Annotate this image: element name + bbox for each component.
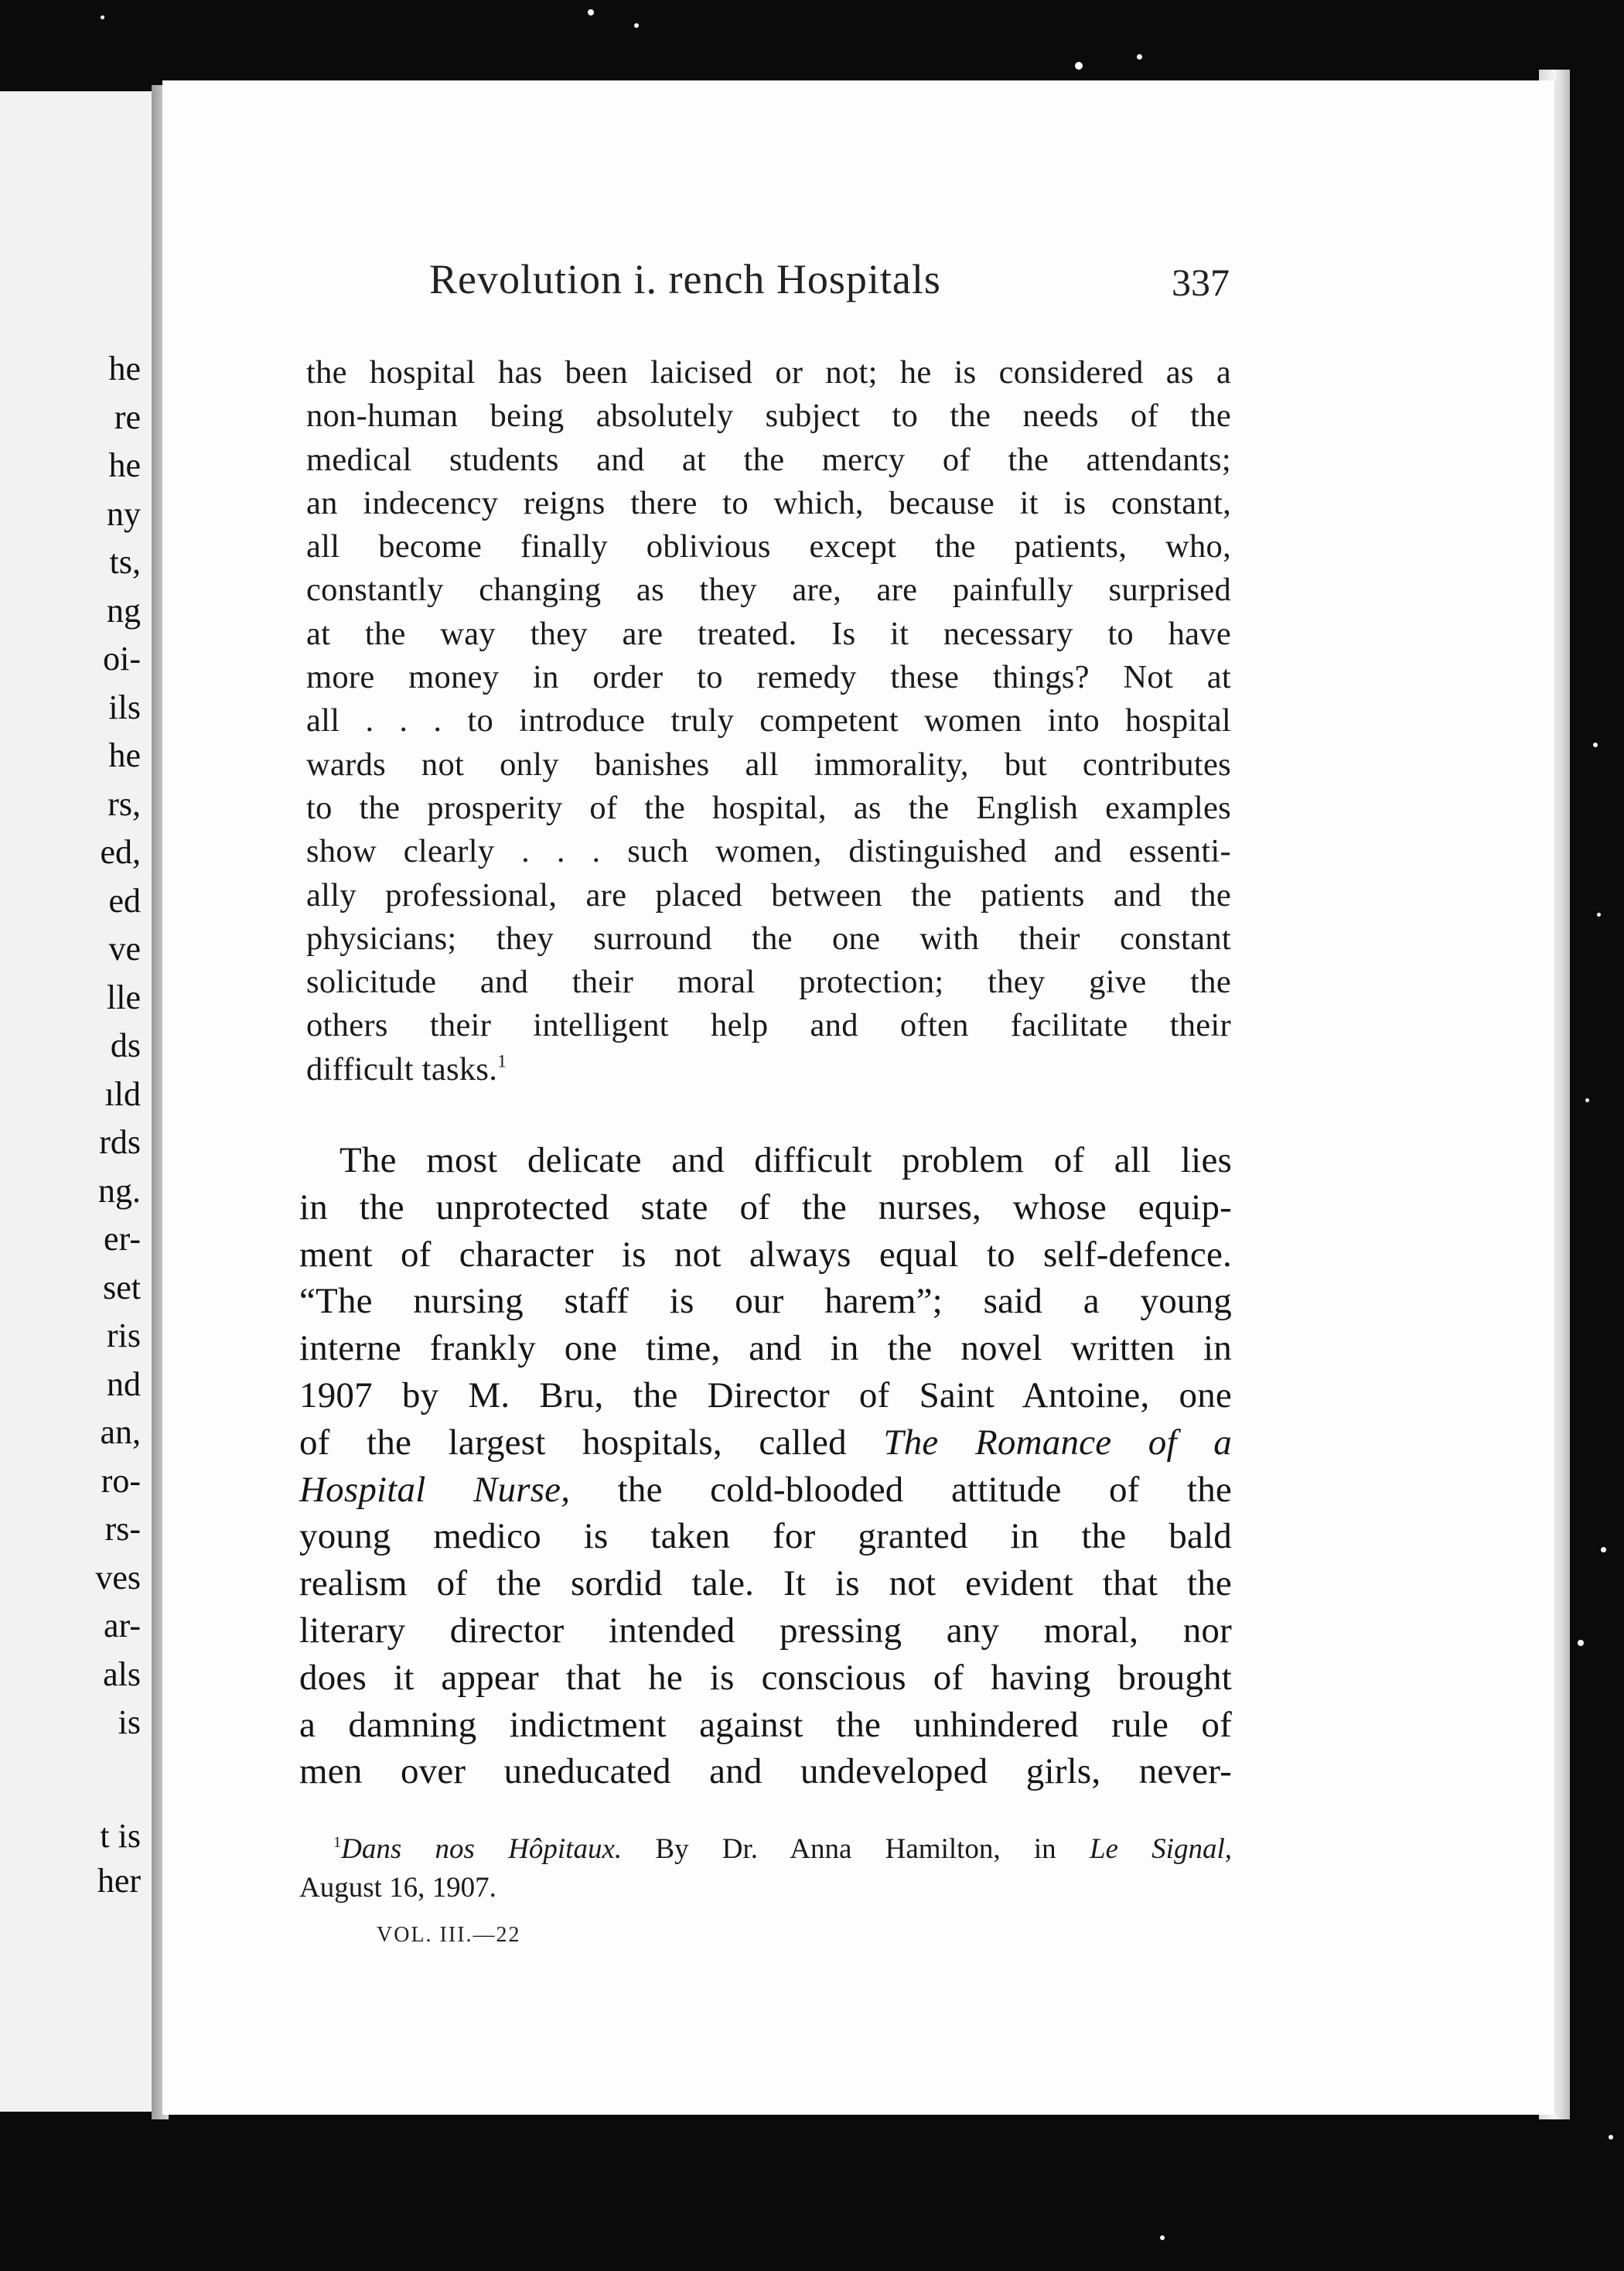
previous-page-line-end: ed	[108, 881, 141, 920]
text-line: constantly changing as they are, are painfully surprised	[306, 572, 1231, 609]
text-line: a damning indictment against the unhindered rule of	[299, 1704, 1232, 1745]
text-line: the hospital has been laicised or not; he is considered as a	[306, 354, 1231, 391]
page-number: 337	[1172, 261, 1230, 304]
italic-title: Hospital Nurse,	[299, 1469, 571, 1510]
text-line: solicitude and their moral protection; they give the	[306, 964, 1231, 1001]
previous-page-line-end: ed,	[100, 833, 141, 871]
text-line: men over uneducated and undeveloped girls, never-	[299, 1751, 1232, 1792]
previous-page-line-end: ts,	[109, 543, 141, 581]
footnote	[299, 1830, 1232, 1907]
previous-page-line-end: als	[103, 1655, 141, 1693]
footnote-journal: Le Signal,	[1089, 1833, 1232, 1865]
scan-speck	[634, 23, 639, 28]
text-line: all . . . to introduce truly competent women into hospital	[306, 702, 1231, 739]
text-line: in the unprotected state of the nurses, whose equip-	[299, 1187, 1232, 1228]
text-line: non-human being absolutely subject to the needs of the	[306, 398, 1231, 435]
scan-speck	[101, 15, 104, 19]
scan-speck	[1160, 2235, 1165, 2240]
text-line: medical students and at the mercy of the attendants;	[306, 441, 1231, 478]
scan-speck	[1578, 1640, 1584, 1646]
scan-speck	[588, 9, 594, 15]
previous-page-line-end: ıld	[104, 1074, 141, 1113]
scan-speck	[1601, 1547, 1606, 1552]
text-run: the cold-blooded attitude of the	[570, 1469, 1232, 1510]
running-title: Revolution i. rench Hospitals	[429, 256, 941, 302]
text-line: ment of character is not always equal to self-defence.	[299, 1234, 1232, 1275]
previous-page-line-end: ve	[108, 930, 141, 968]
text-run: of the largest hospitals, called	[299, 1422, 884, 1463]
quoted-paragraph	[306, 351, 1231, 1091]
text-line	[299, 1467, 1232, 1514]
italic-title: The Romance of a	[883, 1422, 1232, 1463]
footnote-source: Dans nos Hôpitaux.	[341, 1833, 623, 1865]
scan-speck	[1593, 743, 1598, 747]
text-line: literary director intended pressing any moral, nor	[299, 1610, 1232, 1651]
text-line: 1907 by M. Bru, the Director of Saint Antoine, one	[299, 1375, 1232, 1416]
previous-page-line-end: oi-	[103, 640, 141, 678]
text-line: an indecency reigns there to which, because it is constant,	[306, 484, 1231, 521]
text-line: realism of the sordid tale. It is not evident that the	[299, 1563, 1232, 1604]
previous-page-edge	[0, 91, 156, 2112]
text-line-last	[306, 1048, 1231, 1091]
footnote-date: August 16, 1907.	[299, 1872, 496, 1904]
text-line: all become finally oblivious except the patients, who,	[306, 528, 1231, 565]
text-line	[299, 1419, 1232, 1467]
scan-speck	[1597, 913, 1601, 917]
previous-page-line-end: rs,	[107, 784, 141, 823]
previous-page-line-end: re	[114, 398, 141, 436]
previous-page-line-end: ng	[107, 591, 141, 630]
text-line: interne frankly one time, and in the novel written in	[299, 1328, 1232, 1369]
body-paragraph	[299, 1137, 1232, 1795]
previous-page-line-end: ils	[108, 688, 141, 726]
text-line: show clearly . . . such women, distinguished and essenti-	[306, 833, 1231, 870]
scan-speck	[1137, 54, 1142, 60]
previous-page-line-end: her	[97, 1862, 141, 1900]
text-line: wards not only banishes all immorality, but contributes	[306, 746, 1231, 783]
previous-page-line-end: rds	[99, 1123, 141, 1161]
text-line-content: difficult tasks.	[306, 1050, 498, 1088]
footnote-marker: 1	[333, 1833, 342, 1851]
previous-page-line-end: ro-	[101, 1461, 141, 1500]
text-line: at the way they are treated. Is it necessary to have	[306, 615, 1231, 652]
previous-page-line-end: he	[108, 446, 141, 484]
previous-page-line-end: ves	[95, 1558, 141, 1597]
previous-page-line-end: ds	[110, 1026, 141, 1064]
previous-page-line-end: set	[103, 1268, 141, 1306]
previous-page-line-end: ar-	[104, 1607, 141, 1644]
text-line: “The nursing staff is our harem”; said a young	[299, 1281, 1232, 1322]
previous-page-line-end: he	[108, 350, 141, 388]
scan-speck	[1585, 1098, 1589, 1102]
previous-page-line-end: is	[118, 1703, 141, 1741]
scan-speck	[1075, 62, 1083, 70]
footnote-line	[299, 1830, 1232, 1869]
scan-speck	[1609, 2135, 1613, 2140]
text-line: others their intelligent help and often facilitate their	[306, 1007, 1231, 1044]
previous-page-line-end: rs-	[104, 1510, 141, 1548]
previous-page-line-end: he	[108, 736, 141, 774]
previous-page-line-end: er-	[104, 1220, 141, 1258]
footnote-reference: 1	[497, 1051, 507, 1072]
text-line: more money in order to remedy these things? Not at	[306, 659, 1231, 696]
previous-page-line-end: an,	[100, 1413, 141, 1451]
page-header	[429, 255, 1230, 309]
previous-page-line-end: t is	[100, 1817, 141, 1855]
previous-page-line-end: ng.	[98, 1171, 141, 1210]
text-line: physicians; they surround the one with their constant	[306, 920, 1231, 957]
text-line: The most delicate and difficult problem of all lies	[339, 1140, 1232, 1180]
previous-page-line-end: ris	[107, 1316, 141, 1354]
text-line: does it appear that he is conscious of having brought	[299, 1657, 1232, 1698]
previous-page-line-end: lle	[107, 978, 141, 1016]
footnote-author: By Dr. Anna Hamilton, in	[622, 1833, 1090, 1865]
text-line: ally professional, are placed between the patients and the	[306, 876, 1231, 914]
previous-page-line-end: nd	[107, 1364, 141, 1403]
previous-page-line-end: ny	[107, 494, 141, 533]
text-line: to the prosperity of the hospital, as the English examples	[306, 789, 1231, 826]
printer-signature: VOL. III.—22	[377, 1923, 521, 1947]
text-line: young medico is taken for granted in the bald	[299, 1516, 1232, 1557]
